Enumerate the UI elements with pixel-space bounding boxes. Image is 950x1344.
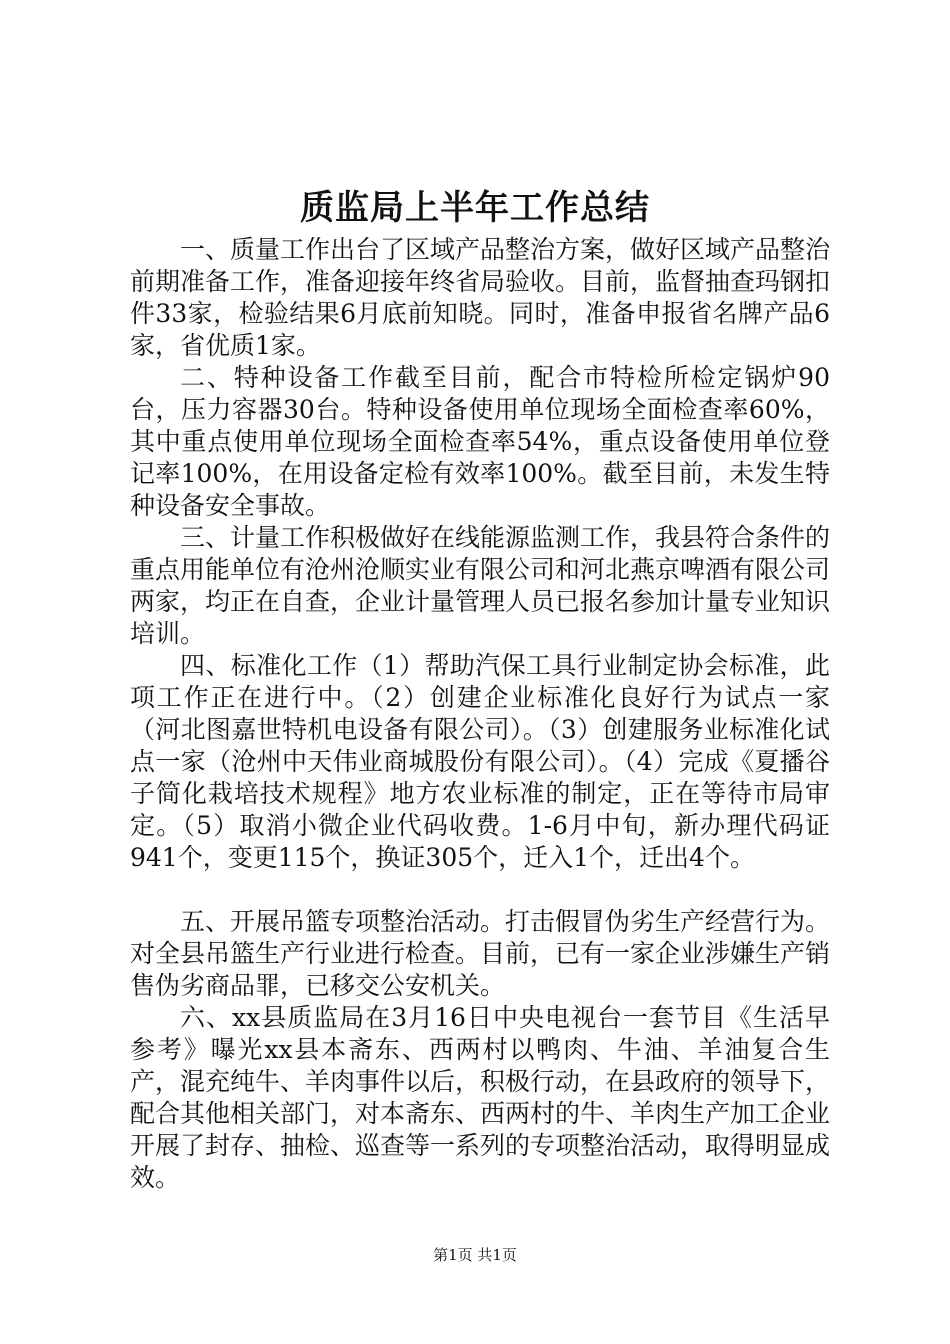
document-body — [130, 234, 830, 1194]
paragraph-meat-incident: 六、xx县质监局在3月16日中央电视台一套节目《生活早参考》曝光xx县本斋东、西两村以鸭肉、牛油、羊油复合生产，混充纯牛、羊肉事件以后，积极行动，在县政府的领导下，配合其他相关部门，对本斋东、西两村的牛、羊肉生产加工企业开展了封存、抽检、巡查等一系列的专项整治活动，取得明显成效。 — [130, 1003, 831, 1192]
paragraph-special-equipment: 二、特种设备工作截至目前，配合市特检所检定锅炉90台，压力容器30台。特种设备使用单位现场全面检查率60%，其中重点使用单位现场全面检查率54%，重点设备使用单位登记率100%，在用设备定检有效率100%。截至目前，未发生特种设备安全事故。 — [130, 363, 830, 520]
paragraph-standardization: 四、标准化工作（1）帮助汽保工具行业制定协会标准，此项工作正在进行中。（2）创建企业标准化良好行为试点一家（河北图嘉世特机电设备有限公司）。（3）创建服务业标准化试点一家（沧州中天伟业商城股份有限公司）。（4）完成《夏播谷子简化栽培技术规程》地方农业标准的制定，正在等待市局审定。（5）取消小微企业代码收费。1-6月中旬，新办理代码证941个，变更115个，换证305个，迁入1个，迁出4个。 — [130, 651, 830, 872]
document-title: 质监局上半年工作总结 — [300, 188, 650, 228]
paragraph-metrology: 三、计量工作积极做好在线能源监测工作，我县符合条件的重点用能单位有沧州沧顺实业有限公司和河北燕京啤酒有限公司两家，均正在自查，企业计量管理人员已报名参加计量专业知识培训。 — [130, 523, 831, 648]
paragraph-spacer — [130, 874, 830, 906]
page-footer: 第1页 共1页 — [433, 1246, 517, 1264]
paragraph-quality: 一、质量工作出台了区域产品整治方案，做好区域产品整治前期准备工作，准备迎接年终省局验收。目前，监督抽查玛钢扣件33家，检验结果6月底前知晓。同时，准备申报省名牌产品6家，省优质1家。 — [130, 235, 831, 360]
paragraph-gondola-campaign: 五、开展吊篮专项整治活动。打击假冒伪劣生产经营行为。对全县吊篮生产行业进行检查。目前，已有一家企业涉嫌生产销售伪劣商品罪，已移交公安机关。 — [130, 907, 831, 1000]
